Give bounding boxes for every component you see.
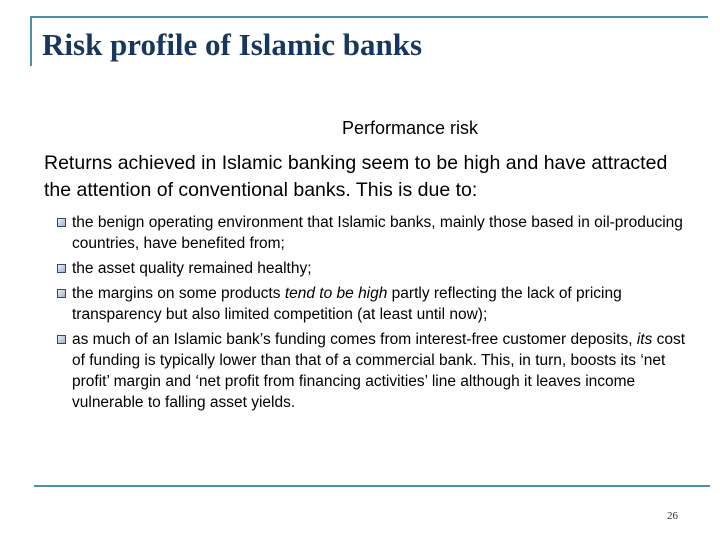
bullet-text: the asset quality remained healthy; (72, 260, 312, 277)
top-rule (30, 16, 708, 18)
intro-paragraph: Returns achieved in Islamic banking seem to be high and have attracted the attention of conventional banks. This is due to: (44, 152, 668, 201)
bullet-text-continued: partly reflecting the lack of pricing transparency but also limited competition (at least until now); (72, 285, 622, 323)
bullet-text: the benign operating environment that Islamic banks, mainly those based in oil-producing countries, have benefited from; (72, 214, 683, 252)
left-rule (30, 16, 32, 66)
bullet-item (56, 283, 696, 325)
square-bullet-icon (57, 264, 66, 273)
bullet-item (56, 258, 696, 279)
bullet-item (56, 212, 696, 254)
bullet-text-continued: cost of funding is typically lower than that of a commercial bank. This, in turn, boosts its ‘net profit’ margin and ‘net profit from financing activities’ line although it leaves income vulnerable to falling asset yields. (72, 331, 686, 411)
bullet-item (56, 329, 696, 413)
square-bullet-icon (57, 335, 66, 344)
square-bullet-icon (57, 218, 66, 227)
bullet-text: as much of an Islamic bank’s funding comes from interest-free customer deposits, (72, 331, 637, 348)
bottom-rule (34, 485, 710, 487)
bullet-list (56, 212, 696, 417)
bullet-text: the margins on some products (72, 285, 285, 302)
bullet-emphasis: its (636, 331, 653, 348)
section-subheading: Performance risk (341, 118, 479, 138)
slide-title: Risk profile of Islamic banks (42, 27, 423, 62)
square-bullet-icon (57, 289, 66, 298)
page-number: 26 (667, 510, 678, 522)
bullet-emphasis: tend to be high (284, 285, 388, 302)
